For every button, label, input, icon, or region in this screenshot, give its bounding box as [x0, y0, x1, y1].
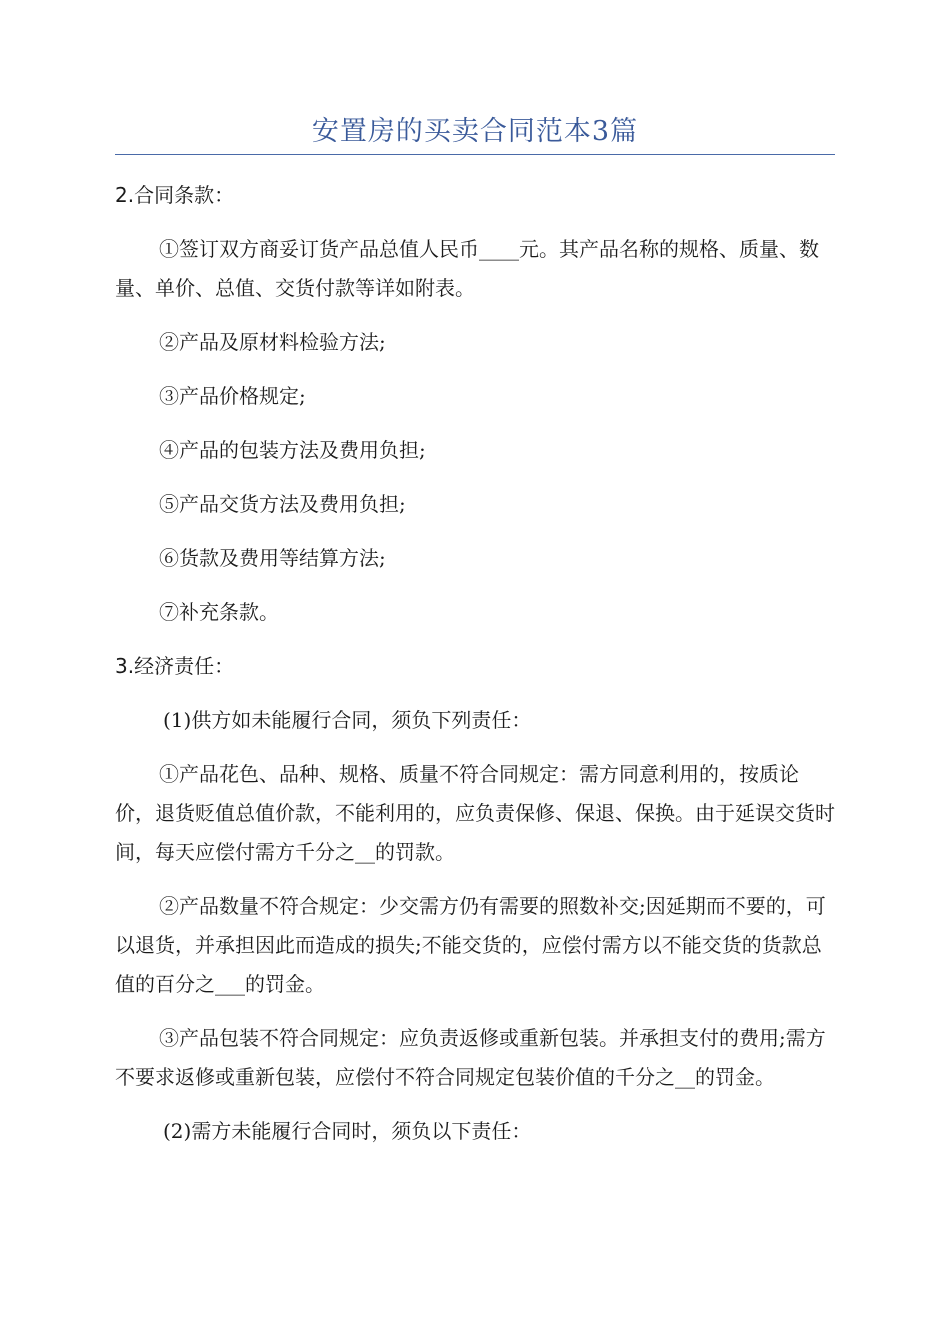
subsection-buyer: (2)需方未能履行合同时，须负以下责任：	[163, 1119, 532, 1143]
clause-item: ⑤产品交货方法及费用负担;	[159, 492, 406, 516]
liability-item: ②产品数量不符合规定：少交需方仍有需要的照数补交;因延期而不要的，可以退货，并承担因此而造成的损失;不能交货的，应偿付需方以不能交货的货款总值的百分之___的罚金。	[115, 894, 826, 996]
section-heading-liability	[115, 647, 835, 686]
clause-item: ⑦补充条款。	[159, 600, 279, 624]
document-title: 安置房的买卖合同范本3篇	[311, 116, 639, 147]
section-heading-text: 合同条款：	[134, 183, 235, 207]
clause-item: ④产品的包装方法及费用负担;	[159, 438, 426, 462]
liability-item: ①产品花色、品种、规格、质量不符合同规定：需方同意利用的，按质论价，退货贬值总值价款，不能利用的，应负责保修、保退、保换。由于延误交货时间，每天应偿付需方千分之__的罚款。	[115, 762, 835, 864]
section-number: 2.	[115, 183, 135, 207]
subsection-supplier: (1)供方如未能履行合同，须负下列责任：	[163, 708, 532, 732]
document-body	[115, 176, 835, 1166]
section-heading-text: 经济责任：	[134, 654, 235, 678]
clause-item: ②产品及原材料检验方法;	[159, 330, 386, 354]
clause-item: ③产品价格规定;	[159, 384, 306, 408]
section-number: 3.	[115, 654, 135, 678]
section-heading-terms	[115, 176, 835, 215]
clause-item: ⑥货款及费用等结算方法;	[159, 546, 386, 570]
liability-item: ③产品包装不符合同规定：应负责返修或重新包装。并承担支付的费用;需方不要求返修或重新包装，应偿付不符合同规定包装价值的千分之__的罚金。	[115, 1026, 826, 1089]
title-underline	[115, 154, 835, 155]
clause-item: ①签订双方商妥订货产品总值人民币____元。其产品名称的规格、质量、数量、单价、总值、交货付款等详如附表。	[115, 237, 819, 300]
